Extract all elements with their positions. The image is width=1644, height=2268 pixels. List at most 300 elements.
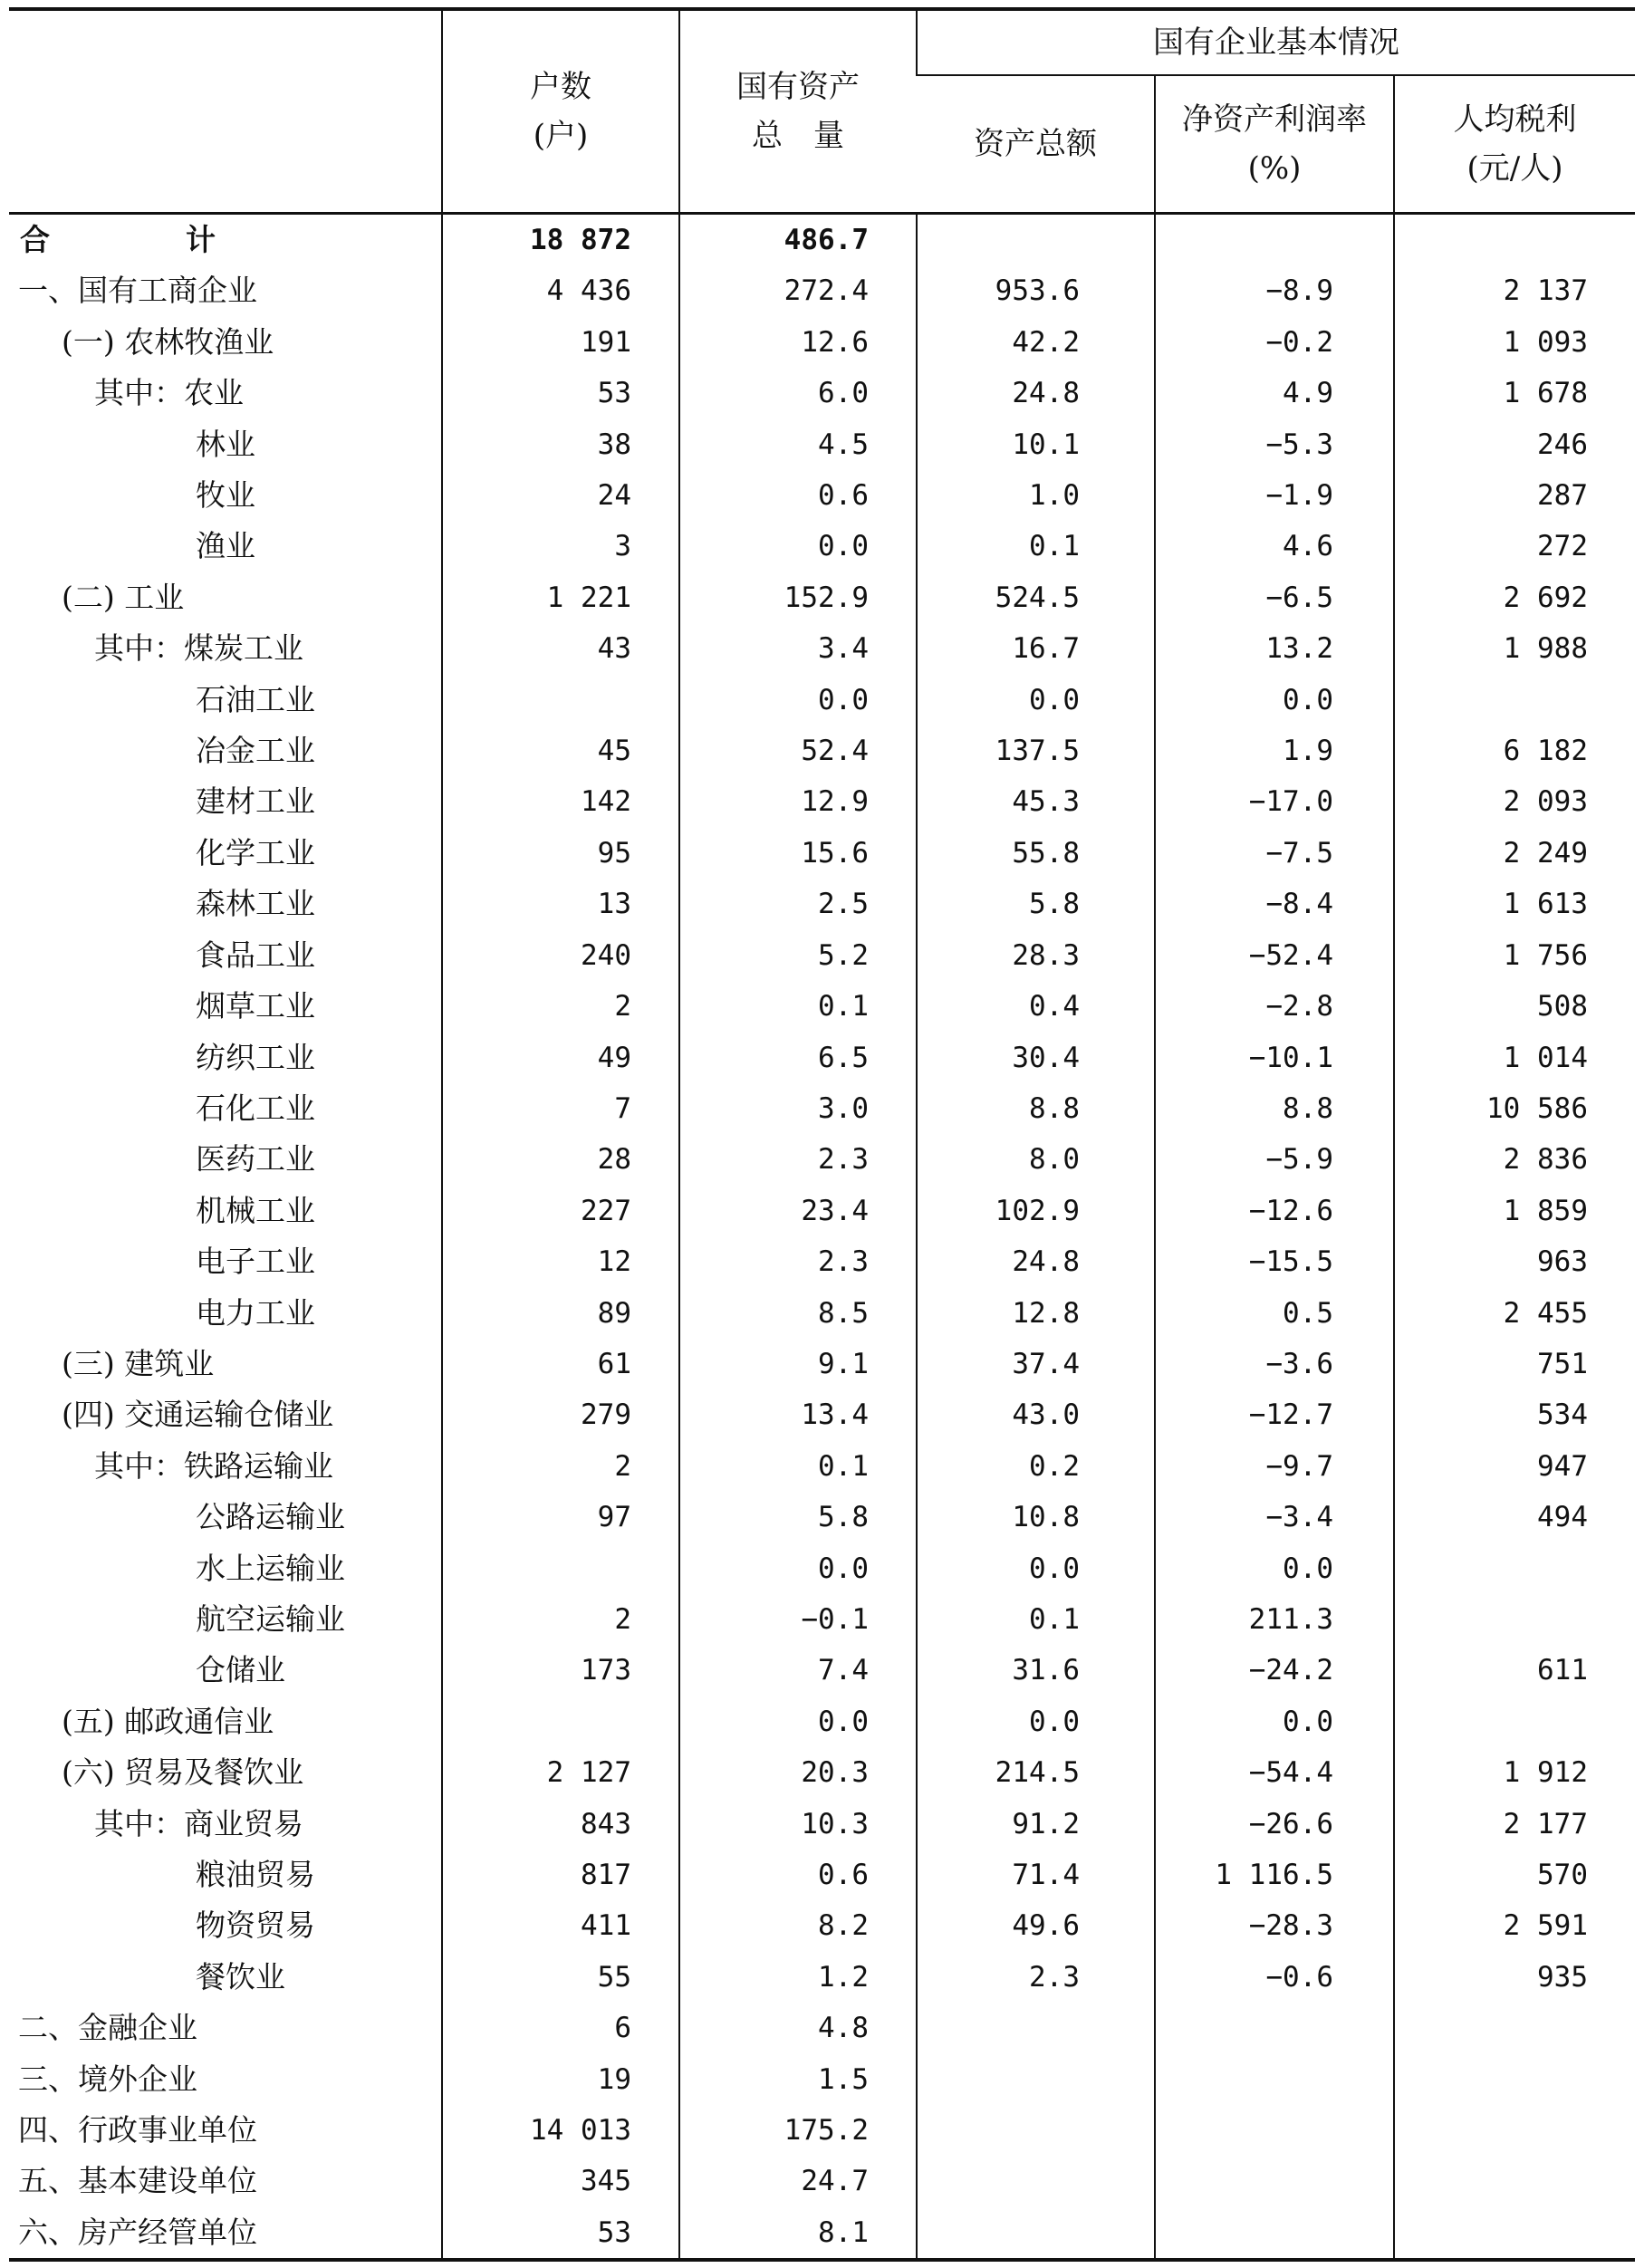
cell-total-assets: 0.0 xyxy=(917,1543,1155,1594)
cell-total-assets: 524.5 xyxy=(917,572,1155,623)
total-label-part2: 计 xyxy=(186,222,216,257)
header-state-assets xyxy=(679,9,917,214)
cell-total-assets xyxy=(917,2105,1155,2156)
cell-total-assets: 12.8 xyxy=(917,1288,1155,1339)
cell-total-assets: 71.4 xyxy=(917,1850,1155,1900)
total-label-part1: 合 xyxy=(20,222,50,257)
cell-total-assets xyxy=(917,2156,1155,2206)
cell-profit-rate: −52.4 xyxy=(1155,930,1394,981)
cell-state-assets: 272.4 xyxy=(679,265,917,316)
cell-profit-rate: −3.6 xyxy=(1155,1339,1394,1389)
cell-total-assets: 0.4 xyxy=(917,981,1155,1032)
header-households xyxy=(442,9,679,214)
row-label: 二、金融企业 xyxy=(18,2010,197,2046)
row-label: 石油工业 xyxy=(196,681,315,717)
table-row xyxy=(9,1389,1635,1440)
cell-tax-per-capita: 6 182 xyxy=(1394,726,1635,776)
cell-total-assets: 30.4 xyxy=(917,1033,1155,1083)
cell-total-assets: 8.0 xyxy=(917,1134,1155,1185)
table-row xyxy=(9,776,1635,827)
cell-tax-per-capita: 611 xyxy=(1394,1645,1635,1696)
cell-total-assets: 0.0 xyxy=(917,1696,1155,1747)
cell-tax-per-capita: 2 455 xyxy=(1394,1288,1635,1339)
table-row xyxy=(9,1900,1635,1951)
cell-households: 279 xyxy=(442,1389,679,1440)
cell-profit-rate: 13.2 xyxy=(1155,623,1394,674)
cell-profit-rate xyxy=(1155,2156,1394,2206)
cell-tax-per-capita xyxy=(1394,1696,1635,1747)
row-label: 仓储业 xyxy=(196,1652,285,1688)
table-row xyxy=(9,265,1635,316)
header-total-assets: 资产总额 xyxy=(917,75,1155,214)
cell-profit-rate: 1 116.5 xyxy=(1155,1850,1394,1900)
cell-state-assets: 0.6 xyxy=(679,470,917,521)
cell-state-assets: 3.0 xyxy=(679,1083,917,1134)
cell-tax-per-capita: 935 xyxy=(1394,1952,1635,2003)
cell-households xyxy=(442,1543,679,1594)
table-row xyxy=(9,419,1635,470)
table-row xyxy=(9,317,1635,368)
cell-profit-rate: −7.5 xyxy=(1155,828,1394,879)
header-state-assets-line1: 国有资产 xyxy=(736,68,860,105)
cell-profit-rate: −8.9 xyxy=(1155,265,1394,316)
cell-tax-per-capita: 2 093 xyxy=(1394,776,1635,827)
cell-tax-per-capita xyxy=(1394,214,1635,266)
table-row xyxy=(9,1594,1635,1645)
header-profit-rate xyxy=(1155,75,1394,214)
cell-state-assets: 13.4 xyxy=(679,1389,917,1440)
cell-total-assets: 2.3 xyxy=(917,1952,1155,2003)
cell-total-assets xyxy=(917,2207,1155,2260)
cell-total-assets: 55.8 xyxy=(917,828,1155,879)
cell-profit-rate: −5.9 xyxy=(1155,1134,1394,1185)
cell-state-assets: 20.3 xyxy=(679,1747,917,1798)
table-row xyxy=(9,675,1635,726)
cell-state-assets: 2.3 xyxy=(679,1134,917,1185)
row-label: (六) 贸易及餐饮业 xyxy=(62,1754,304,1791)
cell-total-assets: 45.3 xyxy=(917,776,1155,827)
row-label: 森林工业 xyxy=(196,886,315,922)
cell-profit-rate xyxy=(1155,2207,1394,2260)
cell-profit-rate: −28.3 xyxy=(1155,1900,1394,1951)
table-row xyxy=(9,1441,1635,1492)
header-group-soe-basics: 国有企业基本情况 xyxy=(917,9,1635,75)
cell-total-assets: 137.5 xyxy=(917,726,1155,776)
cell-households: 191 xyxy=(442,317,679,368)
cell-tax-per-capita: 1 756 xyxy=(1394,930,1635,981)
table-row xyxy=(9,1236,1635,1287)
row-label: 石化工业 xyxy=(196,1090,315,1126)
header-profit-rate-line2: (%) xyxy=(1247,150,1302,187)
cell-state-assets: 6.5 xyxy=(679,1033,917,1083)
cell-profit-rate: 4.6 xyxy=(1155,521,1394,572)
row-label: 一、国有工商企业 xyxy=(18,273,257,309)
cell-profit-rate: −24.2 xyxy=(1155,1645,1394,1696)
table-header xyxy=(9,9,1635,214)
row-label: 医药工业 xyxy=(196,1141,315,1177)
row-label: 冶金工业 xyxy=(196,733,315,769)
cell-profit-rate: 0.0 xyxy=(1155,1696,1394,1747)
cell-state-assets: 10.3 xyxy=(679,1799,917,1850)
cell-households: 24 xyxy=(442,470,679,521)
cell-state-assets: 2.5 xyxy=(679,879,917,929)
cell-state-assets: 9.1 xyxy=(679,1339,917,1389)
table-row xyxy=(9,1033,1635,1083)
table-row xyxy=(9,2156,1635,2206)
table-row xyxy=(9,2207,1635,2260)
row-label: 三、境外企业 xyxy=(18,2061,197,2097)
cell-profit-rate: −2.8 xyxy=(1155,981,1394,1032)
cell-state-assets: −0.1 xyxy=(679,1594,917,1645)
cell-households: 2 127 xyxy=(442,1747,679,1798)
cell-state-assets: 52.4 xyxy=(679,726,917,776)
header-tax-per-capita xyxy=(1394,75,1635,214)
cell-profit-rate: −15.5 xyxy=(1155,1236,1394,1287)
cell-total-assets: 0.0 xyxy=(917,675,1155,726)
cell-total-assets: 91.2 xyxy=(917,1799,1155,1850)
cell-households: 97 xyxy=(442,1492,679,1542)
row-label: 林业 xyxy=(196,426,255,462)
cell-state-assets: 152.9 xyxy=(679,572,917,623)
cell-tax-per-capita: 494 xyxy=(1394,1492,1635,1542)
cell-profit-rate: −12.6 xyxy=(1155,1186,1394,1236)
cell-profit-rate: −6.5 xyxy=(1155,572,1394,623)
header-state-assets-line2: 总 量 xyxy=(752,118,844,154)
cell-households: 6 xyxy=(442,2003,679,2053)
row-label: 食品工业 xyxy=(196,937,315,973)
cell-total-assets: 37.4 xyxy=(917,1339,1155,1389)
cell-state-assets: 0.0 xyxy=(679,521,917,572)
row-label: 五、基本建设单位 xyxy=(18,2163,257,2199)
cell-tax-per-capita: 963 xyxy=(1394,1236,1635,1287)
cell-profit-rate: −3.4 xyxy=(1155,1492,1394,1542)
table-row xyxy=(9,1339,1635,1389)
row-label: 建材工业 xyxy=(196,783,315,820)
cell-profit-rate: 8.8 xyxy=(1155,1083,1394,1134)
row-label: (三) 建筑业 xyxy=(62,1345,215,1381)
cell-households: 13 xyxy=(442,879,679,929)
cell-tax-per-capita xyxy=(1394,1594,1635,1645)
cell-profit-rate: −8.4 xyxy=(1155,879,1394,929)
row-label: 粮油贸易 xyxy=(196,1857,315,1892)
row-label: 其中：商业贸易 xyxy=(94,1805,303,1841)
row-label: 航空运输业 xyxy=(196,1600,345,1637)
row-label: (四) 交通运输仓储业 xyxy=(62,1397,334,1433)
cell-state-assets: 0.1 xyxy=(679,981,917,1032)
cell-state-assets: 0.1 xyxy=(679,1441,917,1492)
cell-households: 7 xyxy=(442,1083,679,1134)
cell-total-assets: 1.0 xyxy=(917,470,1155,521)
row-label: 机械工业 xyxy=(196,1192,315,1228)
cell-tax-per-capita: 2 137 xyxy=(1394,265,1635,316)
cell-profit-rate: 0.5 xyxy=(1155,1288,1394,1339)
cell-total-assets xyxy=(917,2054,1155,2105)
cell-state-assets: 7.4 xyxy=(679,1645,917,1696)
cell-total-assets: 0.2 xyxy=(917,1441,1155,1492)
cell-tax-per-capita: 2 692 xyxy=(1394,572,1635,623)
cell-tax-per-capita: 1 988 xyxy=(1394,623,1635,674)
cell-profit-rate: −12.7 xyxy=(1155,1389,1394,1440)
row-label: 其中：铁路运输业 xyxy=(94,1447,333,1484)
header-profit-rate-line1: 净资产利润率 xyxy=(1182,101,1367,138)
table-row xyxy=(9,726,1635,776)
row-label: 餐饮业 xyxy=(196,1958,285,1994)
cell-profit-rate: 1.9 xyxy=(1155,726,1394,776)
cell-households: 2 xyxy=(442,981,679,1032)
header-tax-per-capita-line1: 人均税利 xyxy=(1453,101,1577,138)
cell-tax-per-capita: 246 xyxy=(1394,419,1635,470)
cell-tax-per-capita: 2 836 xyxy=(1394,1134,1635,1185)
cell-state-assets: 4.8 xyxy=(679,2003,917,2053)
cell-households: 173 xyxy=(442,1645,679,1696)
cell-state-assets: 24.7 xyxy=(679,2156,917,2206)
row-label: 其中：农业 xyxy=(94,375,244,411)
cell-total-assets: 10.1 xyxy=(917,419,1155,470)
cell-profit-rate: −26.6 xyxy=(1155,1799,1394,1850)
table-row xyxy=(9,1492,1635,1542)
cell-tax-per-capita: 1 678 xyxy=(1394,368,1635,418)
cell-profit-rate: −54.4 xyxy=(1155,1747,1394,1798)
cell-state-assets: 8.1 xyxy=(679,2207,917,2260)
cell-tax-per-capita xyxy=(1394,2105,1635,2156)
cell-total-assets xyxy=(917,2003,1155,2053)
table-row xyxy=(9,930,1635,981)
table-row xyxy=(9,879,1635,929)
cell-tax-per-capita: 947 xyxy=(1394,1441,1635,1492)
row-label: 电子工业 xyxy=(196,1244,315,1280)
cell-state-assets: 8.5 xyxy=(679,1288,917,1339)
cell-tax-per-capita: 2 177 xyxy=(1394,1799,1635,1850)
cell-state-assets: 8.2 xyxy=(679,1900,917,1951)
table-row xyxy=(9,521,1635,572)
cell-tax-per-capita xyxy=(1394,2003,1635,2053)
cell-tax-per-capita xyxy=(1394,1543,1635,1594)
cell-profit-rate: 0.0 xyxy=(1155,1543,1394,1594)
row-label: 四、行政事业单位 xyxy=(18,2112,257,2148)
cell-tax-per-capita: 287 xyxy=(1394,470,1635,521)
table-row xyxy=(9,2003,1635,2053)
cell-profit-rate xyxy=(1155,2054,1394,2105)
cell-tax-per-capita: 1 014 xyxy=(1394,1033,1635,1083)
cell-households: 53 xyxy=(442,2207,679,2260)
table-row xyxy=(9,470,1635,521)
cell-state-assets: 23.4 xyxy=(679,1186,917,1236)
cell-total-assets xyxy=(917,214,1155,266)
cell-profit-rate xyxy=(1155,2105,1394,2156)
cell-tax-per-capita xyxy=(1394,2156,1635,2206)
cell-tax-per-capita: 751 xyxy=(1394,1339,1635,1389)
cell-state-assets: 5.8 xyxy=(679,1492,917,1542)
row-label: 牧业 xyxy=(196,477,255,514)
cell-households: 38 xyxy=(442,419,679,470)
cell-tax-per-capita: 1 613 xyxy=(1394,879,1635,929)
cell-households: 411 xyxy=(442,1900,679,1951)
cell-total-assets: 28.3 xyxy=(917,930,1155,981)
table-row xyxy=(9,1134,1635,1185)
cell-tax-per-capita: 10 586 xyxy=(1394,1083,1635,1134)
cell-households: 2 xyxy=(442,1594,679,1645)
row-label: (一) 农林牧渔业 xyxy=(62,323,274,360)
cell-total-assets: 214.5 xyxy=(917,1747,1155,1798)
table-row xyxy=(9,1696,1635,1747)
row-label: 烟草工业 xyxy=(196,988,315,1024)
cell-total-assets: 42.2 xyxy=(917,317,1155,368)
cell-households: 89 xyxy=(442,1288,679,1339)
row-label: 其中：煤炭工业 xyxy=(94,630,303,667)
table-row xyxy=(9,214,1635,266)
table-row xyxy=(9,1747,1635,1798)
row-label: 化学工业 xyxy=(196,834,315,870)
table-row xyxy=(9,828,1635,879)
row-label: 电力工业 xyxy=(196,1294,315,1331)
cell-households: 61 xyxy=(442,1339,679,1389)
cell-households: 843 xyxy=(442,1799,679,1850)
table-row xyxy=(9,2105,1635,2156)
cell-households: 2 xyxy=(442,1441,679,1492)
table-row xyxy=(9,1850,1635,1900)
cell-households: 49 xyxy=(442,1033,679,1083)
row-label: (二) 工业 xyxy=(62,579,185,615)
cell-households: 4 436 xyxy=(442,265,679,316)
cell-households: 95 xyxy=(442,828,679,879)
cell-state-assets: 4.5 xyxy=(679,419,917,470)
cell-profit-rate: −9.7 xyxy=(1155,1441,1394,1492)
cell-tax-per-capita: 534 xyxy=(1394,1389,1635,1440)
cell-state-assets: 0.0 xyxy=(679,675,917,726)
cell-households: 14 013 xyxy=(442,2105,679,2156)
cell-total-assets: 24.8 xyxy=(917,1236,1155,1287)
cell-state-assets: 3.4 xyxy=(679,623,917,674)
table-row xyxy=(9,623,1635,674)
cell-state-assets: 1.2 xyxy=(679,1952,917,2003)
cell-households: 142 xyxy=(442,776,679,827)
header-tax-per-capita-line2: (元/人) xyxy=(1466,150,1563,187)
cell-tax-per-capita xyxy=(1394,2054,1635,2105)
row-label: 渔业 xyxy=(196,528,255,564)
cell-state-assets: 0.6 xyxy=(679,1850,917,1900)
table-row xyxy=(9,1645,1635,1696)
cell-profit-rate xyxy=(1155,2003,1394,2053)
cell-profit-rate xyxy=(1155,214,1394,266)
header-category-blank xyxy=(9,9,442,214)
cell-profit-rate: −0.2 xyxy=(1155,317,1394,368)
cell-total-assets: 10.8 xyxy=(917,1492,1155,1542)
cell-state-assets: 0.0 xyxy=(679,1543,917,1594)
cell-state-assets: 175.2 xyxy=(679,2105,917,2156)
cell-households: 817 xyxy=(442,1850,679,1900)
table-row xyxy=(9,368,1635,418)
table-row xyxy=(9,2054,1635,2105)
cell-total-assets: 5.8 xyxy=(917,879,1155,929)
cell-state-assets: 1.5 xyxy=(679,2054,917,2105)
table-row xyxy=(9,1952,1635,2003)
table-row xyxy=(9,1288,1635,1339)
cell-profit-rate: 211.3 xyxy=(1155,1594,1394,1645)
cell-households: 3 xyxy=(442,521,679,572)
cell-profit-rate: −10.1 xyxy=(1155,1033,1394,1083)
header-households-line2: (户) xyxy=(533,118,589,154)
cell-state-assets: 12.6 xyxy=(679,317,917,368)
cell-households: 28 xyxy=(442,1134,679,1185)
cell-tax-per-capita xyxy=(1394,675,1635,726)
cell-households: 12 xyxy=(442,1236,679,1287)
table-row xyxy=(9,1186,1635,1236)
row-label: (五) 邮政通信业 xyxy=(62,1703,274,1739)
statistics-table xyxy=(9,7,1635,2262)
cell-state-assets: 15.6 xyxy=(679,828,917,879)
cell-households xyxy=(442,1696,679,1747)
cell-total-assets: 0.1 xyxy=(917,1594,1155,1645)
header-households-line1: 户数 xyxy=(530,68,591,105)
cell-total-assets: 24.8 xyxy=(917,368,1155,418)
cell-state-assets: 2.3 xyxy=(679,1236,917,1287)
cell-total-assets: 0.1 xyxy=(917,521,1155,572)
cell-tax-per-capita: 2 591 xyxy=(1394,1900,1635,1951)
cell-state-assets: 0.0 xyxy=(679,1696,917,1747)
cell-total-assets: 953.6 xyxy=(917,265,1155,316)
cell-state-assets: 486.7 xyxy=(679,214,917,266)
cell-households: 345 xyxy=(442,2156,679,2206)
cell-households: 55 xyxy=(442,1952,679,2003)
cell-tax-per-capita: 570 xyxy=(1394,1850,1635,1900)
cell-total-assets: 8.8 xyxy=(917,1083,1155,1134)
cell-households: 43 xyxy=(442,623,679,674)
cell-profit-rate: −1.9 xyxy=(1155,470,1394,521)
table-row xyxy=(9,572,1635,623)
cell-households: 240 xyxy=(442,930,679,981)
cell-state-assets: 6.0 xyxy=(679,368,917,418)
cell-households: 53 xyxy=(442,368,679,418)
cell-total-assets: 102.9 xyxy=(917,1186,1155,1236)
cell-total-assets: 49.6 xyxy=(917,1900,1155,1951)
cell-state-assets: 5.2 xyxy=(679,930,917,981)
row-label xyxy=(9,214,442,266)
cell-households: 227 xyxy=(442,1186,679,1236)
row-label: 公路运输业 xyxy=(196,1499,345,1535)
cell-profit-rate: 0.0 xyxy=(1155,675,1394,726)
cell-households: 18 872 xyxy=(442,214,679,266)
table-body xyxy=(9,214,1635,2261)
cell-profit-rate: −5.3 xyxy=(1155,419,1394,470)
cell-households: 19 xyxy=(442,2054,679,2105)
cell-total-assets: 16.7 xyxy=(917,623,1155,674)
cell-households: 45 xyxy=(442,726,679,776)
row-label: 六、房产经管单位 xyxy=(9,2207,442,2260)
table-row xyxy=(9,1543,1635,1594)
cell-profit-rate: −0.6 xyxy=(1155,1952,1394,2003)
table-row xyxy=(9,981,1635,1032)
cell-tax-per-capita xyxy=(1394,2207,1635,2260)
table-row xyxy=(9,1083,1635,1134)
cell-tax-per-capita: 1 859 xyxy=(1394,1186,1635,1236)
cell-state-assets: 12.9 xyxy=(679,776,917,827)
row-label: 水上运输业 xyxy=(196,1550,345,1586)
row-label: 物资贸易 xyxy=(196,1908,315,1944)
cell-tax-per-capita: 1 912 xyxy=(1394,1747,1635,1798)
cell-total-assets: 43.0 xyxy=(917,1389,1155,1440)
cell-households: 1 221 xyxy=(442,572,679,623)
cell-tax-per-capita: 508 xyxy=(1394,981,1635,1032)
cell-tax-per-capita: 1 093 xyxy=(1394,317,1635,368)
cell-households xyxy=(442,675,679,726)
cell-tax-per-capita: 272 xyxy=(1394,521,1635,572)
table-row xyxy=(9,1799,1635,1850)
row-label: 纺织工业 xyxy=(196,1039,315,1075)
cell-profit-rate: 4.9 xyxy=(1155,368,1394,418)
cell-profit-rate: −17.0 xyxy=(1155,776,1394,827)
cell-tax-per-capita: 2 249 xyxy=(1394,828,1635,879)
cell-total-assets: 31.6 xyxy=(917,1645,1155,1696)
